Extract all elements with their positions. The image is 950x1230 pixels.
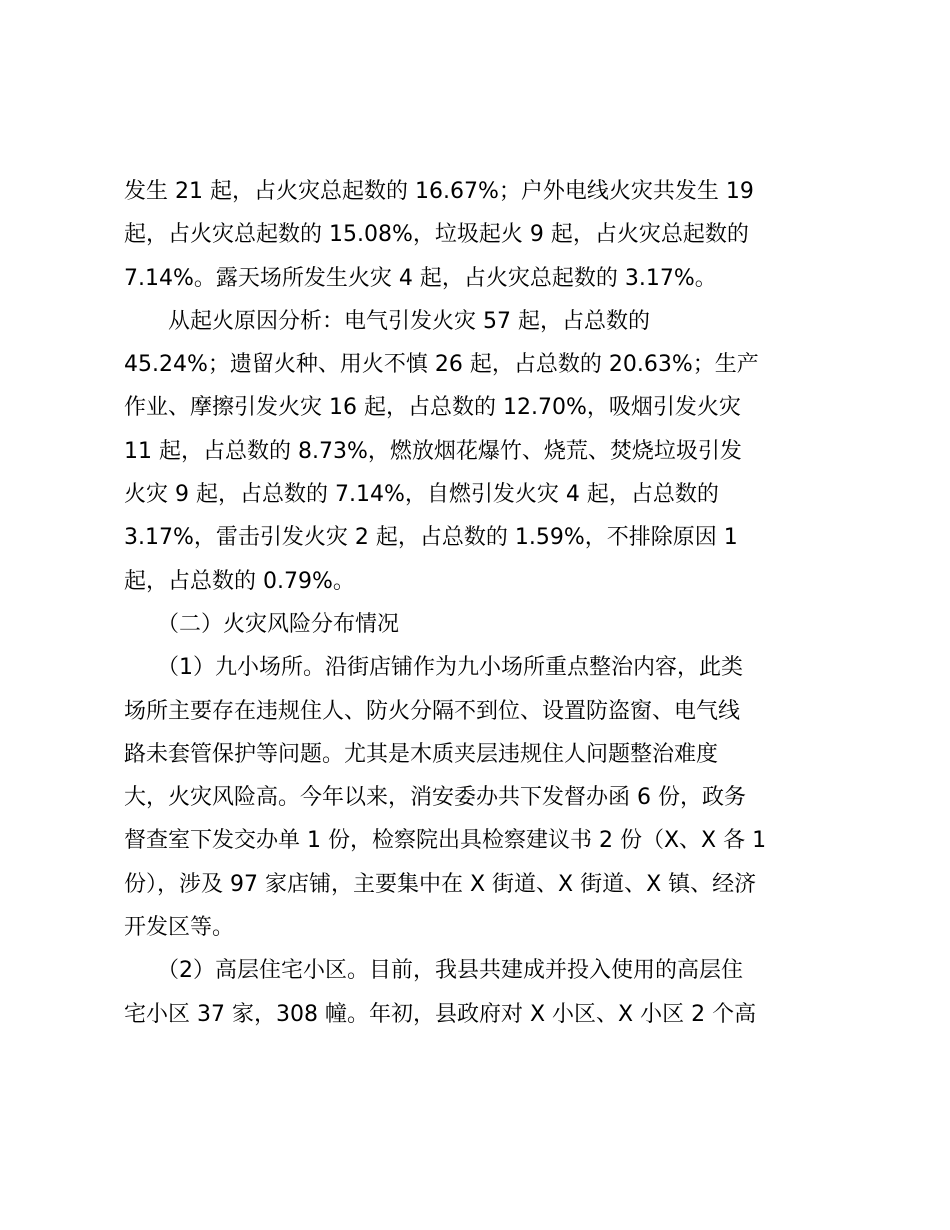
text-line: 宅小区 37 家，308 幢。年初，县政府对 X 小区、X 小区 2 个高 bbox=[124, 1001, 757, 1027]
text-line: 路未套管保护等问题。尤其是木质夹层违规住人问题整治难度 bbox=[124, 741, 719, 767]
text-line: 火灾 9 起，占总数的 7.14%，自燃引发火灾 4 起，占总数的 bbox=[124, 482, 719, 508]
text-line: （2）高层住宅小区。目前，我县共建成并投入使用的高层住 bbox=[124, 958, 743, 984]
text-line: 起，占总数的 0.79%。 bbox=[124, 568, 355, 594]
text-line: 开发区等。 bbox=[124, 915, 235, 941]
text-line: 7.14%。露天场所发生火灾 4 起，占火灾总起数的 3.17%。 bbox=[124, 265, 717, 291]
text-line: 45.24%；遗留火种、用火不慎 26 起，占总数的 20.63%；生产 bbox=[124, 352, 759, 378]
text-line: 从起火原因分析：电气引发火灾 57 起，占总数的 bbox=[124, 308, 650, 334]
body-text bbox=[124, 170, 836, 1036]
section-heading: （二）火灾风险分布情况 bbox=[124, 611, 400, 637]
text-line: 发生 21 起，占火灾总起数的 16.67%；户外电线火灾共发生 19 bbox=[124, 179, 754, 204]
text-line: 11 起，占总数的 8.73%，燃放烟花爆竹、烧荒、焚烧垃圾引发 bbox=[124, 438, 742, 464]
text-line: 作业、摩擦引发火灾 16 起，占总数的 12.70%，吸烟引发火灾 bbox=[124, 395, 741, 421]
text-line: 场所主要存在违规住人、防火分隔不到位、设置防盗窗、电气线 bbox=[124, 698, 741, 724]
text-line: 3.17%，雷击引发火灾 2 起，占总数的 1.59%，不排除原因 1 bbox=[124, 525, 738, 551]
text-line: 督查室下发交办单 1 份，检察院出具检察建议书 2 份（X、X 各 1 bbox=[124, 828, 767, 854]
text-line: （1）九小场所。沿街店铺作为九小场所重点整治内容，此类 bbox=[124, 655, 743, 681]
text-line: 大，火灾风险高。今年以来，消安委办共下发督办函 6 份，政务 bbox=[124, 785, 746, 811]
text-line: 起，占火灾总起数的 15.08%，垃圾起火 9 起，占火灾总起数的 bbox=[124, 222, 749, 248]
text-line: 份），涉及 97 家店铺，主要集中在 X 街道、X 街道、X 镇、经济 bbox=[124, 871, 757, 897]
